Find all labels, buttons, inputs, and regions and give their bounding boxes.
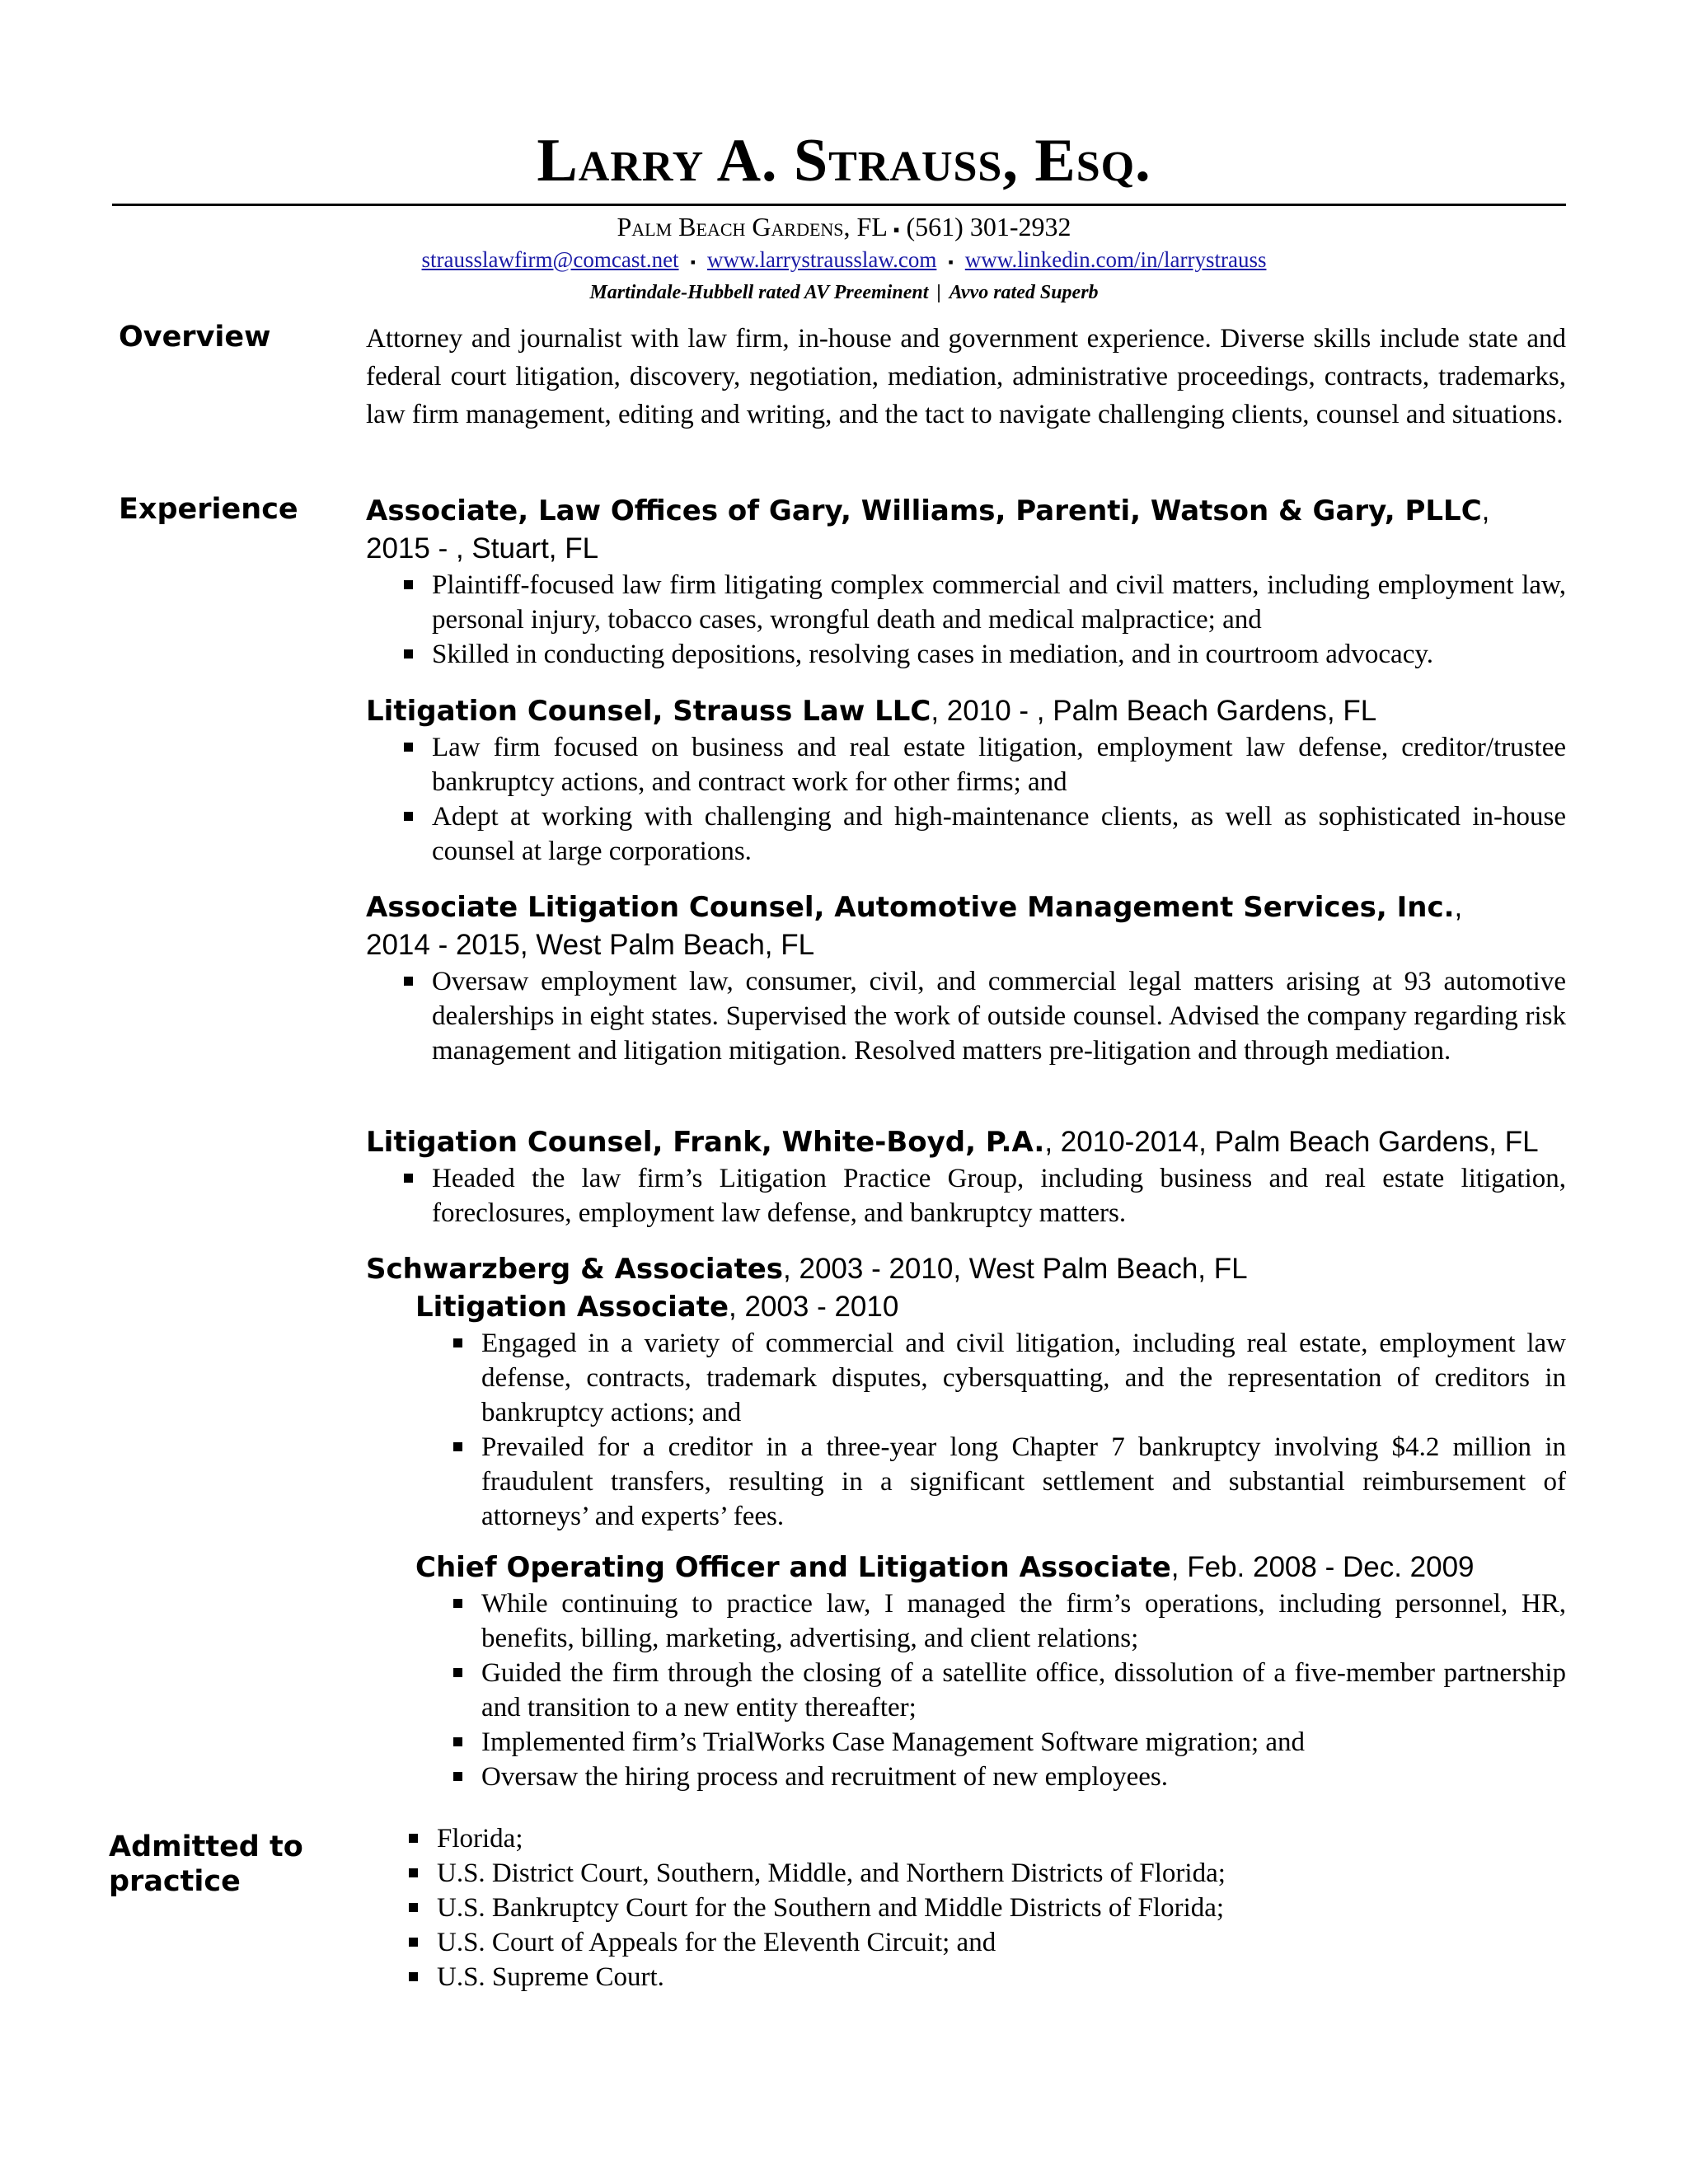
list-item [432, 1760, 1566, 1794]
email-link[interactable]: strausslawfirm@comcast.net [421, 247, 679, 272]
role-title: Chief Operating Officer and Litigation Associate [415, 1551, 1171, 1584]
role-entry [415, 1549, 1566, 1794]
list-item [432, 1326, 1566, 1430]
ratings-line [0, 279, 1688, 306]
admitted-list [387, 1821, 1459, 1994]
bullet-marker [404, 649, 413, 658]
address: Palm Beach Gardens, FL [617, 212, 887, 241]
job-bullets [382, 964, 1566, 1068]
job-title: Litigation Counsel, Strauss Law LLC [366, 695, 931, 728]
bullet-marker [453, 1599, 462, 1608]
bullet-text: Oversaw the hiring process and recruitment of new employees. [481, 1762, 1168, 1792]
bullet-text: Implemented firm’s TrialWorks Case Management Software migration; and [481, 1727, 1306, 1757]
role-meta: , 2003 - 2010 [729, 1291, 899, 1323]
rating-avvo: Avvo rated Superb [949, 282, 1099, 303]
bullet-text: Oversaw employment law, consumer, civil, and commercial legal matters arising at 93 automotive dealerships in eight states. Supervised the work of outside counsel. Advised the company regarding risk management and litigation mitigation. Resolved matters pre-litigation and through mediation. [432, 967, 1566, 1066]
bullet-separator: ▪ [893, 219, 900, 240]
role-heading [415, 1288, 1566, 1326]
section-label-overview: Overview [119, 321, 271, 354]
bullet-text: While continuing to practice law, I managed the firm’s operations, including personnel, HR, benefits, billing, marketing, advertising, and client relations; [481, 1589, 1566, 1653]
role-bullets [432, 1326, 1566, 1534]
bullet-text: U.S. Supreme Court. [437, 1962, 664, 1992]
bullet-text: U.S. Court of Appeals for the Eleventh Circuit; and [437, 1928, 996, 1957]
job-meta: , 2003 - 2010, West Palm Beach, FL [783, 1253, 1248, 1285]
job-title: Litigation Counsel, Frank, White-Boyd, P.A. [366, 1126, 1045, 1159]
list-item [382, 730, 1566, 799]
bullet-text: Florida; [437, 1824, 523, 1854]
job-heading [366, 492, 1566, 530]
bullet-marker [453, 1338, 462, 1347]
job-meta: 2015 - , Stuart, FL [366, 532, 599, 565]
role-meta: , Feb. 2008 - Dec. 2009 [1170, 1551, 1475, 1583]
rating-martindale: Martindale-Hubbell rated AV Preeminent [589, 282, 929, 303]
bullet-separator: ▪ [690, 253, 696, 270]
links-line [0, 245, 1688, 277]
bullet-text: Plaintiff-focused law firm litigating complex commercial and civil matters, including employment law, personal injury, tobacco cases, wrongful death and medical malpractice; and [432, 570, 1566, 635]
bullet-text: Adept at working with challenging and high-maintenance clients, as well as sophisticated in-house counsel at large corporations. [432, 802, 1566, 866]
list-item [432, 1656, 1566, 1725]
bullet-text: Guided the firm through the closing of a satellite office, dissolution of a five-member partnership and transition to a new entity thereafter; [481, 1658, 1566, 1722]
bullet-marker [453, 1668, 462, 1677]
section-label-line: Admitted to [109, 1830, 303, 1863]
bullet-marker [409, 1834, 418, 1843]
job-heading [366, 1250, 1566, 1288]
list-item [387, 1960, 1459, 1994]
bullet-marker [404, 977, 413, 986]
job-heading [366, 692, 1566, 730]
bullet-text: Headed the law firm’s Litigation Practice Group, including business and real estate litigation, foreclosures, employment law defense, and bankruptcy matters. [432, 1164, 1566, 1228]
bullet-text: Engaged in a variety of commercial and civil litigation, including real estate, employment law defense, contracts, trademark disputes, cybersquatting, and the representation of creditors in bankruptcy actions; and [481, 1329, 1566, 1427]
bullet-marker [409, 1868, 418, 1877]
job-meta: 2014 - 2015, West Palm Beach, FL [366, 929, 815, 961]
role-title: Litigation Associate [415, 1291, 729, 1324]
role-heading [415, 1549, 1566, 1586]
job-entry [366, 492, 1566, 672]
bullet-marker [404, 812, 413, 821]
list-item [382, 1161, 1566, 1230]
bullet-marker [409, 1903, 418, 1912]
list-item [382, 799, 1566, 869]
job-entry [366, 888, 1566, 1068]
section-label-admitted [109, 1830, 303, 1899]
job-heading [366, 888, 1566, 926]
role-entry [415, 1288, 1566, 1534]
phone: (561) 301-2932 [906, 212, 1071, 241]
resume-name: Larry A. Strauss, Esq. [537, 127, 1151, 194]
list-item [382, 637, 1566, 672]
section-label-experience: Experience [119, 493, 298, 526]
rating-separator: | [936, 282, 941, 303]
bullet-separator: ▪ [948, 253, 954, 270]
job-bullets [382, 568, 1566, 672]
website-link[interactable]: www.larrystrausslaw.com [706, 247, 937, 272]
job-title: Associate, Law Offices of Gary, Williams, Parenti, Watson & Gary, PLLC [366, 494, 1482, 527]
list-item [432, 1725, 1566, 1760]
header-rule [112, 204, 1566, 206]
job-title: Associate Litigation Counsel, Automotive Management Services, Inc. [366, 891, 1455, 924]
list-item [382, 964, 1566, 1068]
linkedin-link[interactable]: www.linkedin.com/in/larrystrauss [964, 247, 1267, 272]
list-item [432, 1430, 1566, 1534]
job-meta: , 2010-2014, Palm Beach Gardens, FL [1044, 1126, 1539, 1158]
firm-name: Schwarzberg & Associates [366, 1253, 784, 1286]
job-title-comma: , [1481, 494, 1490, 527]
contact-line [0, 210, 1688, 246]
bullet-marker [404, 1174, 413, 1183]
bullet-text: Law firm focused on business and real estate litigation, employment law defense, creditor/trustee bankruptcy actions, and contract work for other firms; and [432, 733, 1566, 797]
section-label-line: practice [109, 1865, 241, 1898]
overview-text: Attorney and journalist with law firm, in-house and government experience. Diverse skills include state and federal court litigation, discovery, negotiation, mediation, administrative proceedings, contracts, trademarks, law firm management, editing and writing, and the tact to navigate challenging clients, counsel and situations. [366, 324, 1566, 429]
bullet-text: Prevailed for a creditor in a three-year long Chapter 7 bankruptcy involving $4.2 million in fraudulent transfers, resulting in a significant settlement and substantial reimbursement of attorneys’ and experts’ fees. [481, 1432, 1566, 1531]
job-entry [366, 1250, 1566, 1794]
bullet-marker [404, 743, 413, 752]
list-item [432, 1586, 1566, 1656]
job-bullets [382, 730, 1566, 869]
list-item [387, 1856, 1459, 1891]
bullet-text: Skilled in conducting depositions, resolving cases in mediation, and in courtroom advocacy. [432, 640, 1433, 669]
bullet-text: U.S. District Court, Southern, Middle, and Northern Districts of Florida; [437, 1858, 1226, 1888]
bullet-marker [453, 1737, 462, 1746]
bullet-marker [409, 1972, 418, 1981]
bullet-marker [409, 1938, 418, 1947]
list-item [382, 568, 1566, 637]
job-entry [366, 692, 1566, 869]
job-title-comma: , [1454, 891, 1463, 923]
role-bullets [432, 1586, 1566, 1794]
job-heading [366, 1123, 1566, 1161]
list-item [387, 1821, 1459, 1856]
list-item [387, 1891, 1459, 1925]
job-entry [366, 1123, 1566, 1230]
job-bullets [382, 1161, 1566, 1230]
bullet-marker [453, 1772, 462, 1781]
job-meta: , 2010 - , Palm Beach Gardens, FL [931, 695, 1377, 727]
list-item [387, 1925, 1459, 1960]
bullet-marker [453, 1442, 462, 1451]
bullet-marker [404, 580, 413, 589]
bullet-text: U.S. Bankruptcy Court for the Southern and Middle Districts of Florida; [437, 1893, 1225, 1923]
